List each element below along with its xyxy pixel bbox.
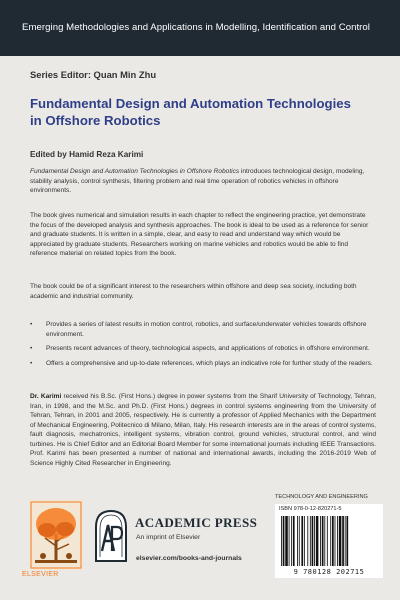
- subject-category: TECHNOLOGY AND ENGINEERING: [275, 494, 368, 500]
- publisher-name: ACADEMIC PRESS: [135, 515, 258, 530]
- book-title-line1: Fundamental Design and Automation Technologies: [30, 96, 351, 111]
- description-paragraph-1-text: introduces technological design, modeling, stability analysis, control synthesis, filtering problem and real time operation of robotics vehicles in offshore environments.: [30, 168, 365, 195]
- book-title-line2: in Offshore Robotics: [30, 113, 161, 128]
- author-name: Dr. Karimi: [30, 393, 62, 400]
- bullet-icon: •: [30, 345, 33, 353]
- publisher-imprint: An imprint of Elsevier: [136, 534, 201, 541]
- description-book-title: Fundamental Design and Automation Technologies in Offshore Robotics: [30, 168, 240, 175]
- list-item-text: Offers a comprehensive and up-to-date references, which plays an indicative role for further study of the readers.: [46, 359, 373, 367]
- list-item: [30, 344, 376, 354]
- list-item-text: Provides a series of latest results in motion control, robotics, and surface/underwater vehicles towards offshore environment.: [46, 321, 367, 338]
- elsevier-wordmark: ELSEVIER: [22, 571, 59, 578]
- book-title: [30, 95, 380, 129]
- feature-list: [30, 320, 376, 373]
- academic-press-logo-icon: [92, 507, 130, 565]
- description-paragraph-2: The book gives numerical and simulation results in each chapter to reflect the engineering practice, yet demonstrate the focus of the developed analysis and synthesis approaches. The book is ideal to be used as a reference for senior and graduate students. It is written in a simple, clear, and easy to read and understand way which would be appreciated by graduate students. Researchers working on marine vehicles and robotics would be able to find reference material on related topics from the book.: [30, 212, 369, 258]
- series-editor: Series Editor: Quan Min Zhu: [30, 69, 157, 80]
- elsevier-tree-logo-icon: [29, 500, 83, 570]
- bullet-icon: •: [30, 321, 33, 328]
- series-banner: [0, 0, 400, 56]
- list-item: [30, 320, 376, 339]
- description-paragraph-1: [30, 167, 376, 196]
- publisher-url[interactable]: elsevier.com/books-and-journals: [136, 555, 242, 562]
- author-bio-text: received his B.Sc. (First Hons.) degree in power systems from the Sharif University of Technology, Tehran, Iran, in 1998, and the M.Sc. and Ph.D. (First Hons.) degrees in control systems engineering from the University of Tehran, Tehran, in 2001 and 2005, respectively. He is currently a professor of Applied Mechanics with the Department of Mechanical Engineering, Politecnico di Milano, Milan, Italy. His research interests are in the areas of control systems, fault diagnosis, mechatronics, intelligent systems, vibration control, ground vehicles, structural control, and wind turbines. He is Chief Editor and an Editorial Board Member for some international journals including IEEE Transactions. Prof. Karimi has been presented a number of national and international awards, including the 2016-2019 Web of Science Highly Cited Researcher in Engineering.: [30, 393, 376, 467]
- isbn-number: ISBN 978-0-12-820271-5: [279, 506, 342, 512]
- edited-by: Edited by Hamid Reza Karimi: [30, 150, 144, 159]
- barcode-icon: [279, 516, 379, 568]
- barcode-panel: [275, 504, 383, 578]
- author-bio: [30, 392, 376, 468]
- bullet-icon: •: [30, 359, 33, 367]
- list-item: [30, 359, 376, 369]
- description-paragraph-3: The book could be of a significant interest to the researchers within offshore and deep sea society, including both academic and industrial community.: [30, 283, 357, 300]
- series-name: Emerging Methodologies and Applications in Modelling, Identification and Control: [22, 22, 370, 33]
- list-item-text: Presents recent advances of theory, technological aspects, and applications of robotics in offshore environment.: [46, 345, 370, 353]
- barcode-digits: 9 780128 202715: [293, 568, 365, 576]
